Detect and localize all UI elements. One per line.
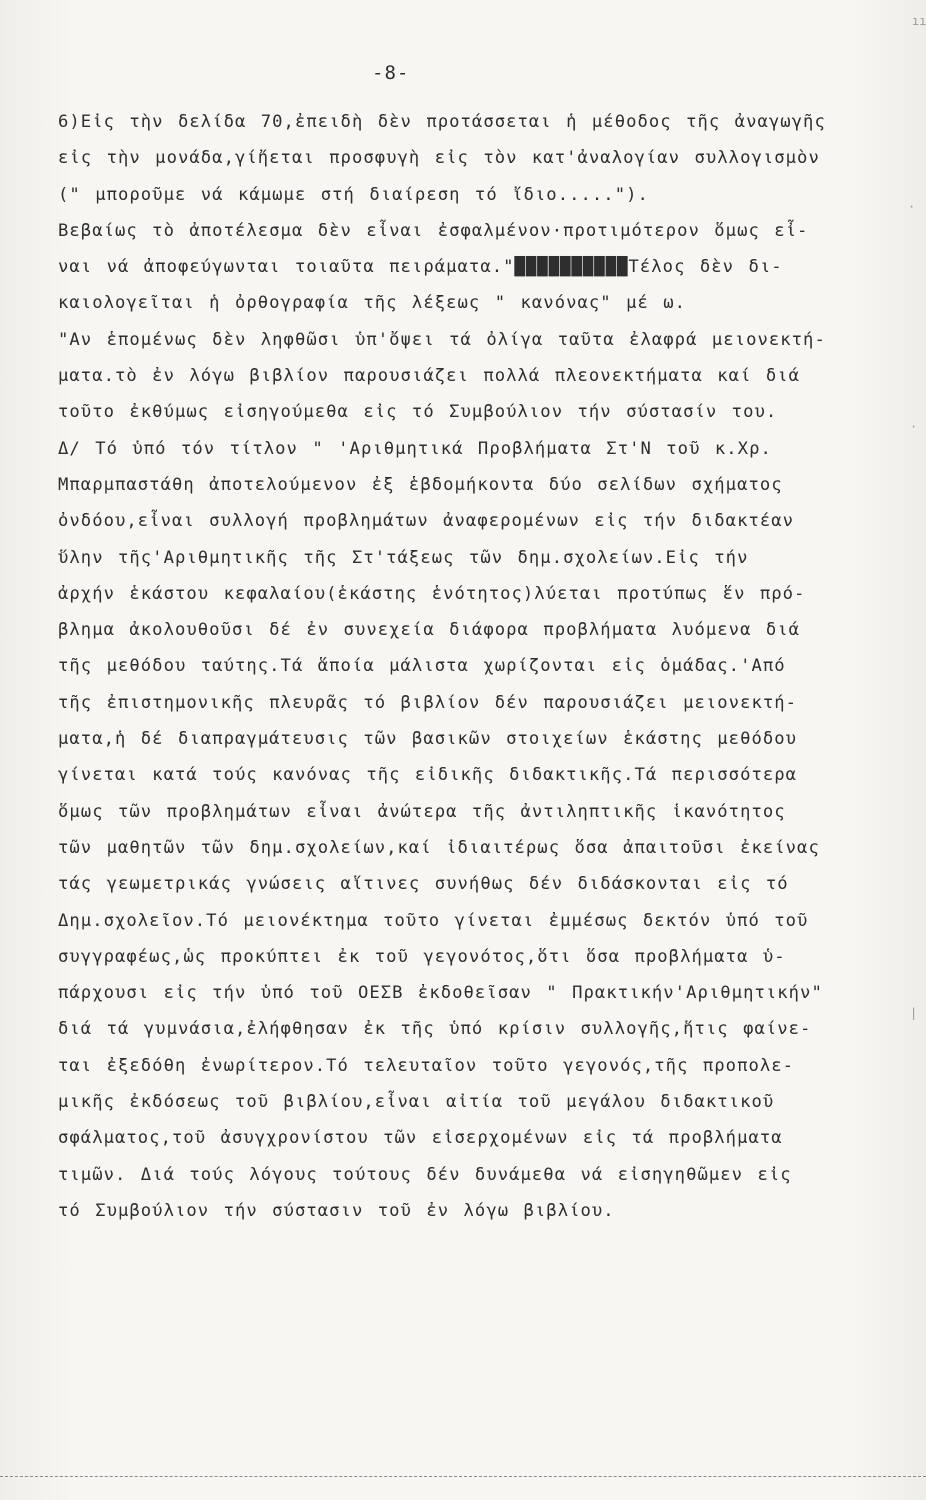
text-line: ὀνδόου,εἶναι συλλογή προβλημάτων ἀναφερομένων εἰς τήν διδακτέαν <box>58 511 795 532</box>
text-line: "Αν ἑπομένως δὲν ληφθῶσι ὑπ'ὄψει τά ὀλίγα ταῦτα ἐλαφρά μειονεκτή- <box>58 329 826 350</box>
margin-tick: ıı <box>912 14 926 28</box>
text-line: εἰς τὴν μονάδα,γίἤεται προσφυγὴ εἰς τὸν κατ'ἀναλογίαν συλλογισμὸν <box>58 148 820 169</box>
text-line: ματα.τὸ ἐν λόγω βιβλίον παρουσιάζει πολλά πλεονεκτήματα καί διά <box>58 366 801 387</box>
text-line: τιμῶν. Διά τούς λόγους τούτους δέν δυνάμεθα νά εἰσηγηθῶμεν εἰς <box>58 1164 792 1185</box>
text-line: πάρχουσι εἰς τήν ὑπό τοῦ ΟΕΣΒ ἐκδοθεῖσαν " Πρακτικήν'Αριθμητικήν" <box>58 983 823 1004</box>
text-line: βλημα ἀκολουθοῦσι δέ ἐν συνεχεία διάφορα προβλήματα λυόμενα διά <box>58 620 801 641</box>
text-line: σφάλματος,τοῦ ἀσυγχρονίστου τῶν εἰσερχομένων εἰς τά προβλήματα <box>58 1128 783 1149</box>
margin-dot: · <box>908 200 916 214</box>
text-line: τοῦτο ἐκθύμως εἰσηγούμεθα εἰς τό Συμβούλιον τήν σύστασίν του. <box>58 402 778 423</box>
text-line: μικῆς ἐκδόσεως τοῦ βιβλίου,εἶναι αἰτία τοῦ μεγάλου διδακτικοῦ <box>58 1092 775 1113</box>
typed-text-body <box>58 104 908 1229</box>
text-line: τάς γεωμετρικάς γνώσεις αἵτινες συνήθως δέν διδάσκονται εἰς τό <box>58 874 789 895</box>
text-line: συγγραφέως,ὡς προκύπτει ἐκ τοῦ γεγονότος,ὅτι ὅσα προβλήματα ὑ- <box>58 946 786 967</box>
margin-dot: · <box>910 420 918 434</box>
text-line: (" μποροῦμε νά κάμωμε στή διαίρεση τό ἴδιο....."). <box>58 184 649 205</box>
text-line: καιολογεῖται ἡ ὀρθογραφία τῆς λέξεως " κανόνας" μέ ω. <box>58 293 687 314</box>
page-number: -8- <box>372 62 410 84</box>
text-line: Βεβαίως τὸ ἀποτέλεσμα δὲν εἶναι ἐσφαλμένον·προτιμότερον ὅμως εἶ- <box>58 220 809 241</box>
text-line: ναι νά ἀποφεύγωνται τοιαῦτα πειράματα."██████████Τέλος δὲν δι- <box>58 257 783 278</box>
text-line: τό Συμβούλιον τήν σύστασιν τοῦ ἐν λόγω βιβλίου. <box>58 1200 615 1221</box>
text-line: τῆς ἐπιστημονικῆς πλευρᾶς τό βιβλίον δέν παρουσιάζει μειονεκτή- <box>58 692 798 713</box>
text-line: 6)Εἰς τὴν δελίδα 70,ἐπειδὴ δὲν προτάσσεται ἡ μέθοδος τῆς ἀναγωγῆς <box>58 112 826 132</box>
text-line: ἀρχήν ἑκάστου κεφαλαίου(ἑκάστης ἑνότητος)λύεται προτύπως ἕν πρό- <box>58 583 806 604</box>
page-bottom-rule <box>0 1476 926 1477</box>
text-line: Δ/ Τό ὑπό τόν τίτλον " 'Αριθμητικά Προβλήματα Στ'Ν τοῦ κ.Χρ. <box>58 438 772 459</box>
text-line: τῶν μαθητῶν τῶν δημ.σχολείων,καί ἰδιαιτέρως ὅσα ἀπαιτοῦσι ἐκείνας <box>58 837 820 858</box>
text-line: ὕλην τῆς'Αριθμητικῆς τῆς Στ'τάξεως τῶν δημ.σχολείων.Εἰς τήν <box>58 547 749 568</box>
text-line: Δημ.σχολεῖον.Τό μειονέκτημα τοῦτο γίνεται ἐμμέσως δεκτόν ὑπό τοῦ <box>58 910 809 931</box>
text-line: γίνεται κατά τούς κανόνας τῆς εἰδικῆς διδακτικῆς.Τά περισσότερα <box>58 765 798 786</box>
text-line: διά τά γυμνάσια,ἐλήφθησαν ἐκ τῆς ὑπό κρίσιν συλλογῆς,ἥτις φαίνε- <box>58 1019 812 1040</box>
margin-tick: | <box>910 1006 918 1020</box>
text-line: Μπαρμπαστάθη ἀποτελούμενον ἐξ ἑβδομήκοντα δύο σελίδων σχήματος <box>58 474 783 495</box>
text-line: ται ἐξεδόθη ἐνωρίτερον.Τό τελευταῖον τοῦτο γεγονός,τῆς προπολε- <box>58 1055 795 1076</box>
text-line: ματα,ἡ δέ διαπραγμάτευσις τῶν βασικῶν στοιχείων ἑκάστης μεθόδου <box>58 729 798 750</box>
text-line: ὅμως τῶν προβλημάτων εἶναι ἀνώτερα τῆς ἀντιληπτικῆς ἱκανότητος <box>58 801 786 822</box>
text-line: τῆς μεθόδου ταύτης.Τά ἅποία μάλιστα χωρίζονται εἰς ὁμάδας.'Από <box>58 656 786 677</box>
